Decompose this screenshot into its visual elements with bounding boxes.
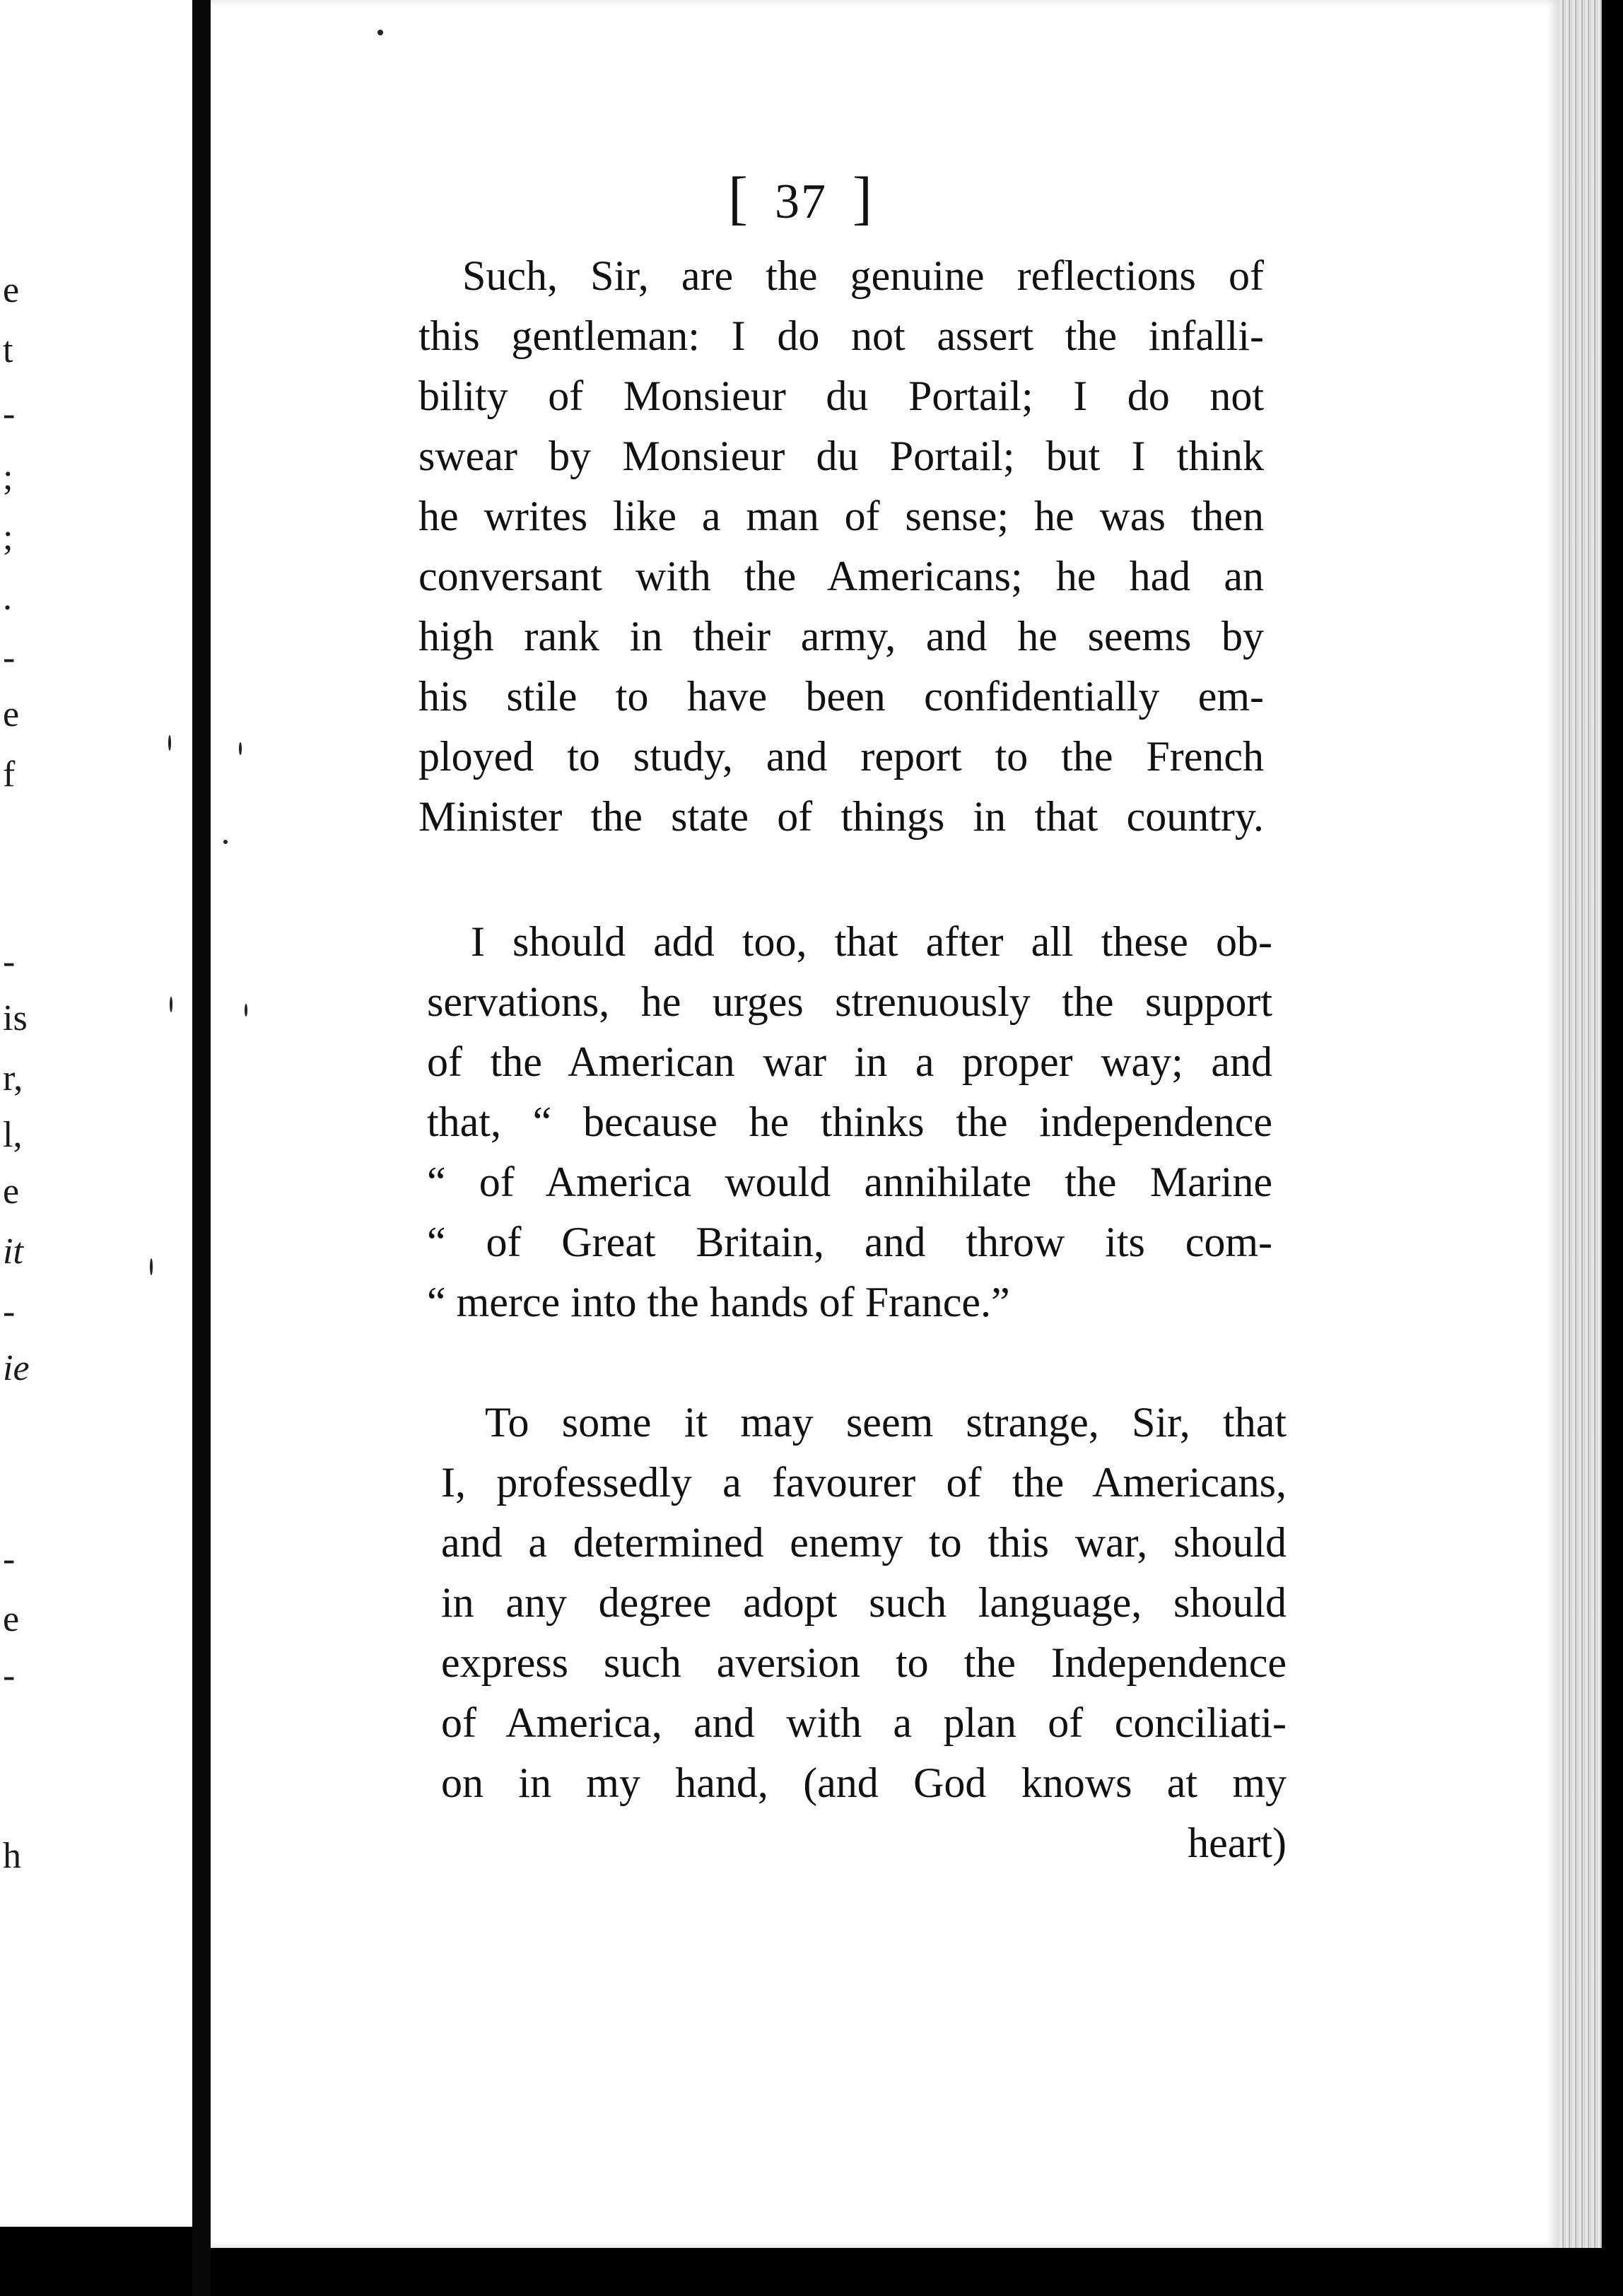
text-line: conversant with the Americans; he had an [418, 553, 1264, 599]
ink-speck [245, 1004, 247, 1017]
prev-page-fragment: f [3, 754, 16, 795]
text-line: I, professedly a favourer of the Americans, [441, 1459, 1287, 1506]
page-number: [ 37 ] [728, 165, 874, 231]
text-line: he writes like a man of sense; he was then [418, 493, 1264, 539]
text-line: of the American war in a proper way; and [427, 1038, 1272, 1085]
text-line: ployed to study, and report to the French [418, 733, 1264, 780]
prev-page-fragment: l, [3, 1115, 23, 1155]
prev-page-fragment: ie [3, 1348, 30, 1388]
prev-page-fragment: it [3, 1231, 23, 1272]
text-line: bility of Monsieur du Portail; I do not [418, 373, 1264, 419]
prev-page-fragment: - [3, 942, 16, 982]
text-line: on in my hand, (and God knows at my [441, 1759, 1287, 1806]
book-gutter [192, 0, 211, 2296]
text-line: express such aversion to the Independence [441, 1639, 1287, 1686]
text-line: “ of Great Britain, and throw its com- [427, 1219, 1272, 1265]
ink-speck [168, 735, 171, 751]
text-line: servations, he urges strenuously the support [427, 978, 1272, 1025]
prev-page-fragment: t [3, 330, 13, 370]
prev-page-fragment: ; [3, 517, 13, 558]
paragraph [418, 246, 1264, 847]
prev-page-fragment: - [3, 1292, 16, 1332]
prev-page-fragment: - [3, 638, 16, 678]
prev-page-fragment: - [3, 1656, 16, 1696]
text-line: “ of America would annihilate the Marine [427, 1159, 1272, 1205]
text-line: swear by Monsieur du Portail; but I think [418, 433, 1264, 479]
page-stack-edge [1559, 0, 1602, 2248]
prev-page-fragment: e [3, 694, 20, 734]
prev-page-fragment: e [3, 1599, 20, 1639]
text-line: that, “ because he thinks the independence [427, 1099, 1272, 1145]
prev-page-fragment: . [3, 578, 12, 618]
catchword: heart) [1188, 1820, 1287, 1866]
prev-page-fragment: r, [3, 1058, 23, 1099]
prev-page-fragment: is [3, 998, 28, 1038]
ink-speck [239, 742, 242, 755]
text-line: and a determined enemy to this war, should [441, 1519, 1287, 1566]
text-line: high rank in their army, and he seems by [418, 613, 1264, 660]
prev-page-fragment: - [3, 394, 16, 434]
text-line: To some it may seem strange, Sir, that [485, 1399, 1287, 1446]
previous-page-edge [0, 0, 192, 2227]
prev-page-fragment: h [3, 1836, 21, 1876]
ink-speck [170, 997, 172, 1012]
text-line: I should add too, that after all these ob- [471, 918, 1272, 965]
prev-page-fragment: ; [3, 457, 13, 498]
prev-page-fragment: - [3, 1539, 16, 1579]
text-line: this gentleman: I do not assert the infalli- [418, 312, 1264, 359]
text-line: his stile to have been confidentially em- [418, 673, 1264, 720]
ink-speck [223, 840, 228, 844]
paragraph [441, 1393, 1287, 1873]
text-line: Such, Sir, are the genuine reflections of [462, 252, 1264, 299]
ink-speck [150, 1258, 153, 1275]
paragraph [427, 912, 1272, 1332]
prev-page-fragment: e [3, 270, 20, 310]
text-line: of America, and with a plan of conciliati- [441, 1699, 1287, 1746]
text-line: “ merce into the hands of France.” [427, 1279, 1010, 1325]
prev-page-fragment: e [3, 1171, 20, 1212]
page-number-value: 37 [774, 175, 827, 229]
text-line: Minister the state of things in that country. [418, 793, 1264, 840]
text-line: in any degree adopt such language, should [441, 1579, 1287, 1626]
ink-speck [377, 30, 383, 35]
